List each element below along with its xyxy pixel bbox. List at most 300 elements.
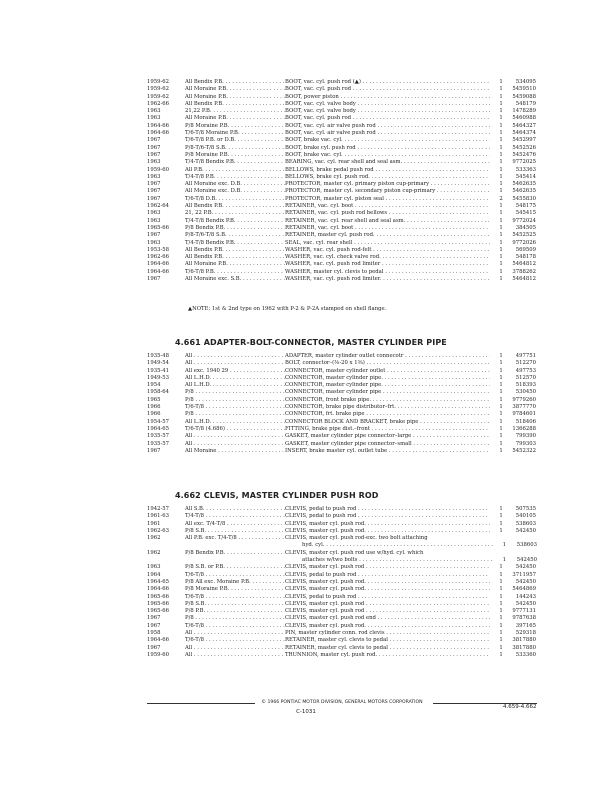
part-number: 529318 [515,630,536,637]
year: 1962 [147,535,161,542]
part-number: 542450 [515,578,536,585]
part-number: 5459510 [512,86,536,93]
model: P/8 . . . [185,389,285,396]
model: T/4-T/8 . . . [185,513,285,520]
part-number: 548175 [515,203,536,210]
table-row [147,145,537,152]
quantity: 1 [499,644,503,651]
description: WASHER, vac. cyl. check valve rod. . . . [285,254,490,261]
quantity: 1 [499,268,503,275]
year: 1965-66 [147,224,170,231]
model: T/6-T/8 (4.686) . . . [185,426,285,433]
year: 1963 [147,108,161,115]
parts-table-4662 [147,506,537,659]
spacer [147,557,183,564]
model: P/8 S.B. or P.B. . . . [185,564,285,571]
table-row [147,152,537,159]
table-row [147,123,537,130]
quantity: 1 [502,557,506,564]
table-row [147,411,537,418]
model: T/6-T/8 Moraine P.B. . . . [185,130,285,137]
quantity: 1 [499,239,503,246]
part-number: 9772025 [512,159,536,166]
quantity: 1 [499,593,503,600]
quantity: 1 [499,571,503,578]
model: T/6-T/8 P.B. or D.B. . . . [185,137,285,144]
year: 1964-66 [147,261,170,268]
year: 1962-64 [147,203,170,210]
table-row [147,101,537,108]
part-number: 533363 [515,166,536,173]
year: 1961 [147,520,161,527]
copyright: © 1966 PONTIAC MOTOR DIVISION, GENERAL MOTORS CORPORATION [261,700,423,705]
quantity: 1 [499,173,503,180]
year: 1967 [147,137,161,144]
model: All . . . [185,360,285,367]
description: CONNECTOR, master cylinder pipe. . . . [285,382,490,389]
year: 1966 [147,404,161,411]
model: T/4-T/8 Bendix P.B. . . . [185,240,285,247]
part-number: 3788262 [512,268,536,275]
part-number: 5452525 [512,232,536,239]
model: All Moraine P.B. . . . [185,94,285,101]
quantity: 1 [499,396,503,403]
description: CONNECTOR, master cylinder pipe . . . [285,389,490,396]
description: BOOT, vac. cyl. air valve push rod . . . [285,123,490,130]
model: All . . . [185,630,285,637]
description: CONNECTOR, frt. brake pipe . . . [285,411,490,418]
quantity: 1 [499,520,503,527]
model: P/8 Bendix P.B. . . . [185,225,285,232]
year: 1967 [147,622,161,629]
table-row [147,115,537,122]
description: BOOT, vac. cyl. valve body . . . [285,108,490,115]
year: 1962-66 [147,100,170,107]
description: PROTECTOR, master cyl. secondary piston cup-primary . . . [285,188,490,195]
part-number: 3711957 [512,571,536,578]
year: 1935-57 [147,433,170,440]
quantity: 1 [499,159,503,166]
description: RETAINER, vac. cyl. rear shell and seal asm. . . . [285,218,490,225]
model: All Moraine P.B. . . . [185,86,285,93]
part-number: 538603 [515,520,536,527]
description: CLEVIS, pedal to push rod . . . [285,572,490,579]
table-row [147,419,537,426]
part-number: 3877770 [512,404,536,411]
part-number: 507535 [515,506,536,512]
description: WASHER, vac. cyl. push rod limiter . . . [285,261,490,268]
part-number: 9772024 [512,217,536,224]
spacer [147,542,183,549]
description: BELLOWS, brake pedal push rod . . . [285,167,490,174]
table-row [147,645,537,652]
model: All exc. 1940 29 . . . [185,368,285,375]
table-row [147,404,537,411]
model: All Moraine . . . [185,448,285,455]
year: 1963 [147,564,161,571]
quantity: 1 [499,232,503,239]
table-row [147,426,537,433]
year: 1965-66 [147,593,170,600]
table-row [147,130,537,137]
part-number: 1478289 [512,108,536,115]
model: All Bendix P.B. . . . [185,247,285,254]
table-row [147,535,537,542]
year: 1964-66 [147,637,170,644]
year: 1954 [147,382,161,389]
table-row [147,247,537,254]
model: All Moraine exc. D.B. . . . [185,181,285,188]
table-row-continued [147,542,537,549]
description: BOOT, vac. cyl. push rod (▲) . . . [285,79,490,86]
section-title-4662: 4.662 CLEVIS, MASTER CYLINDER PUSH ROD [175,491,379,500]
model: All . . . [185,353,285,360]
description: RETAINER, master cyl. push rod. . . . [285,232,490,239]
year: 1967 [147,181,161,188]
description: CLEVIS, master cyl. push rod . . . [285,601,490,608]
model: P/8 S.B. . . . [185,528,285,535]
description: BOOT, power piston . . . [285,94,490,101]
table-row [147,240,537,247]
description: RETAINER, vac. cyl. boot . . . [285,225,490,232]
year: 1963 [147,173,161,180]
part-number: 518406 [515,418,536,425]
table-row [147,276,537,283]
description-continued: hyd. cyl. . . . [276,542,494,549]
description: CLEVIS, master cyl. push rod end . . . [285,615,490,622]
model: T/4-T/8 Bendix P.B. . . . [185,159,285,166]
quantity: 1 [499,181,503,188]
description: SEAL, vac. cyl. rear shell . . . [285,240,490,247]
quantity: 1 [499,586,503,593]
parts-table-4661 [147,353,537,455]
description: BOLT, connector–(⅜-20 x 1⅜) . . . [285,360,490,367]
year: 1935-48 [147,353,170,359]
model: All Moraine P.B. . . . [185,115,285,122]
year: 1961-63 [147,513,170,520]
year: 1962-66 [147,254,170,261]
table-row [147,203,537,210]
year: 1967 [147,151,161,158]
year: 1942-57 [147,506,170,512]
description: ADAPTER, master cylinder outlet connecotr . . . [285,353,490,360]
quantity: 1 [499,360,503,367]
model: All Moraine exc. D.B. . . . [185,188,285,195]
part-number: 542450 [515,600,536,607]
quantity: 1 [499,254,503,261]
description: GASKET, master cylinder pipe connector–large . . . [285,433,490,440]
quantity: 1 [499,93,503,100]
table-row [147,254,537,261]
year: 1958 [147,630,161,637]
footnote: ▲NOTE: 1st & 2nd type on 1962 with P-2 & P-2A stamped on shell flange. [188,306,387,312]
quantity: 1 [499,137,503,144]
model: All Moraine P.B. . . . [185,261,285,268]
part-number: 533360 [515,651,536,658]
description: BOOT, vac. cyl. valve body . . . [285,101,490,108]
quantity: 1 [499,246,503,253]
year: 1964 [147,571,161,578]
description: WASHER, master cyl. clevis to pedal . . . [285,269,490,276]
table-row [147,433,537,440]
part-number: 5464374 [512,130,536,137]
description: CLEVIS, master cyl. push rod. . . . [285,586,490,593]
quantity: 1 [499,79,503,85]
table-row [147,441,537,448]
year: 1967 [147,188,161,195]
year: 1964-66 [147,122,170,129]
part-number: 5452526 [512,144,536,151]
description: PIN, master cylinder conn. rod clevis . . . [285,630,490,637]
table-row [147,79,537,86]
description: CLEVIS, master cyl. push rod. . . . [285,521,490,528]
model: P/8 All exc. Moraine P.B. . . . [185,579,285,586]
table-row [147,232,537,239]
table-row [147,623,537,630]
year: 1953-58 [147,246,170,253]
description: BOOT, brake vac. cyl. . . . [285,152,490,159]
quantity: 1 [499,425,503,432]
description: BELLOWS, brake cyl. push rod. . . . [285,174,490,181]
model: All Bendix P.B. . . . [185,203,285,210]
part-number: 545415 [515,210,536,217]
description: CONNECTOR, master cylinder outlet . . . [285,368,490,375]
quantity: 1 [499,130,503,137]
quantity: 1 [499,353,503,359]
part-number: 397165 [515,622,536,629]
part-number: 542450 [515,564,536,571]
table-row [147,572,537,579]
part-number: 5464869 [512,586,536,593]
description: BEARING, vac. cyl. rear shell and seal asm. . . . [285,159,490,166]
description: BOOT, brake vac. cyl. . . . [285,137,490,144]
quantity: 1 [499,374,503,381]
quantity: 1 [499,389,503,396]
model: All . . . [185,441,285,448]
description: BOOT, vac. cyl. push rod . . . [285,86,490,93]
quantity: 1 [499,115,503,122]
description: GASKET, master cylinder pipe connector–small . . . [285,441,490,448]
description: BOOT, vac. cyl. air valve push rod . . . [285,130,490,137]
table-row [147,448,537,455]
table-row [147,652,537,659]
page-code: C-1031 [296,709,316,715]
model: P/8 Moraine P.B. . . . [185,123,285,130]
description: CLEVIS, master cyl. push rod-exc. two bolt attaching [285,535,428,542]
model: T/6-T/8 . . . [185,572,285,579]
model: T/6-T/8 . . . [185,594,285,601]
quantity: 1 [499,188,503,195]
year: 1954-57 [147,418,170,425]
year: 1967 [147,615,161,622]
part-number: 5460988 [512,115,536,122]
model: All L.H.D. . . . [185,419,285,426]
part-number: 144243 [515,593,536,600]
model: P/8 S.B. . . . [185,601,285,608]
quantity: 1 [499,440,503,447]
parts-table-4659 [147,79,537,283]
model: P/8 . . . [185,411,285,418]
model: All S.B. . . . [185,506,285,513]
year: 1964-66 [147,130,170,137]
page-range: 4.659-4.662 [503,704,537,710]
part-number: 9777131 [512,608,536,615]
part-number: 497751 [515,353,536,359]
year: 1962 [147,549,161,556]
model: All . . . [185,645,285,652]
table-row [147,225,537,232]
year: 1966 [147,411,161,418]
quantity: 1 [499,600,503,607]
part-number: 5464812 [512,276,536,283]
table-row [147,174,537,181]
table-row [147,615,537,622]
table-row [147,261,537,268]
year: 1959-62 [147,93,170,100]
quantity: 1 [499,564,503,571]
table-row [147,159,537,166]
description: CLEVIS, master cyl. push rod. . . . [285,528,490,535]
spacer [183,542,277,549]
part-number: 384505 [515,224,536,231]
year: 1964-66 [147,268,170,275]
model: P/8-T/6-T/8 S.B. . . . [185,145,285,152]
model: All Bendix P.B. . . . [185,101,285,108]
description-continued: attaches w/two bolts . . . [276,557,494,564]
description: RETAINER, vac. cyl. push rod bellows . . . [285,210,490,217]
part-number: 5452322 [512,447,536,454]
model: All P.B. exc. T/4-T/8 . . . [185,535,285,542]
model: T/4-T/8 Bendix P.B. . . . [185,218,285,225]
quantity: 1 [499,100,503,107]
description: CONNECTOR, front brake pipe. . . . [285,397,490,404]
description: BOOT, brake cyl. push rod . . . [285,145,490,152]
year: 1959-60 [147,651,170,658]
table-row [147,630,537,637]
part-number: 5462635 [512,181,536,188]
description: CLEVIS, master cyl. push rod. . . . [285,623,490,630]
part-number: 5452997 [512,137,536,144]
part-number: 3817880 [512,637,536,644]
model: T/6-T/8 . . . [185,637,285,644]
part-number: 9784601 [512,411,536,418]
year: 1967 [147,195,161,202]
part-number: 542450 [516,557,537,564]
description: CONNECTOR, master cylinder pipe. . . . [285,375,490,382]
description: CLEVIS, master cyl. push rod use w/hyd. cyl. which [285,549,424,556]
quantity: 1 [499,651,503,658]
model: P/8 Moraine P.B. . . . [185,586,285,593]
part-number: 5455830 [512,195,536,202]
model: T/6-T/8 P.B. . . . [185,269,285,276]
table-row [147,382,537,389]
part-number: 530450 [515,389,536,396]
quantity: 1 [499,122,503,129]
year: 1962-63 [147,527,170,534]
footer-rule [147,700,537,708]
quantity: 1 [499,433,503,440]
description: WASHER, vac. cyl. push rod-felt . . . [285,247,490,254]
year: 1967 [147,232,161,239]
table-row [147,360,537,367]
year: 1965-66 [147,608,170,615]
table-row [147,196,537,203]
part-number: 5462635 [512,188,536,195]
quantity: 1 [499,578,503,585]
model: T/4-T/8 P.B. . . . [185,174,285,181]
model: P/8-T/6-T/8 S.B. . . . [185,232,285,239]
description: RETAINER, master cyl. clevis to pedal . . . [285,645,490,652]
year: 1935-57 [147,440,170,447]
part-number: 512270 [515,360,536,367]
model: T/6-T/8 . . . [185,404,285,411]
description: CLEVIS, pedal to push rod . . . [285,506,490,513]
quantity: 1 [499,108,503,115]
description: CLEVIS, master cyl. push rod . . . [285,608,490,615]
model: All . . . [185,433,285,440]
quantity: 1 [499,630,503,637]
model: All P.B. . . . [185,167,285,174]
year: 1963 [147,115,161,122]
quantity: 1 [499,151,503,158]
quantity: 1 [499,166,503,173]
model: All L.H.D. . . . [185,382,285,389]
table-row [147,506,537,513]
quantity: 2 [499,195,503,202]
quantity: 1 [499,622,503,629]
year: 1949-53 [147,374,170,381]
part-number: 3817880 [512,644,536,651]
quantity: 1 [499,217,503,224]
description: CONNECTOR, brake pipe distributor–frt. . . . [285,404,490,411]
part-number: 5464327 [512,122,536,129]
table-row [147,94,537,101]
description: CLEVIS, master cyl. push rod . . . [285,564,490,571]
quantity: 1 [499,411,503,418]
part-number: 799303 [515,440,536,447]
year: 1958-64 [147,389,170,396]
year: 1965 [147,396,161,403]
table-row [147,375,537,382]
table-row [147,564,537,571]
description: BOOT, vac. cyl. push rod . . . [285,115,490,122]
part-number: 1366288 [512,425,536,432]
part-number: 5452476 [512,151,536,158]
part-number: 548179 [515,100,536,107]
part-number: 538603 [516,542,537,549]
quantity: 1 [499,404,503,411]
description: RETAINER, master cyl. clevis to pedal . . . [285,637,490,644]
model: P/8 . . . [185,615,285,622]
description: PROTECTOR, master cyl. piston seal . . . [285,196,490,203]
table-row [147,579,537,586]
table-row [147,210,537,217]
quantity: 1 [499,261,503,268]
year: 1963 [147,159,161,166]
model: All . . . [185,652,285,659]
table-row [147,608,537,615]
model: P/8 . . . [185,397,285,404]
part-number: 542450 [515,527,536,534]
table-row [147,167,537,174]
table-row [147,389,537,396]
table-row [147,108,537,115]
quantity: 1 [499,513,503,520]
part-number: 545414 [515,173,536,180]
quantity: 1 [499,86,503,93]
model: All exc. T/4-T/8 . . . [185,521,285,528]
quantity: 1 [502,542,506,549]
